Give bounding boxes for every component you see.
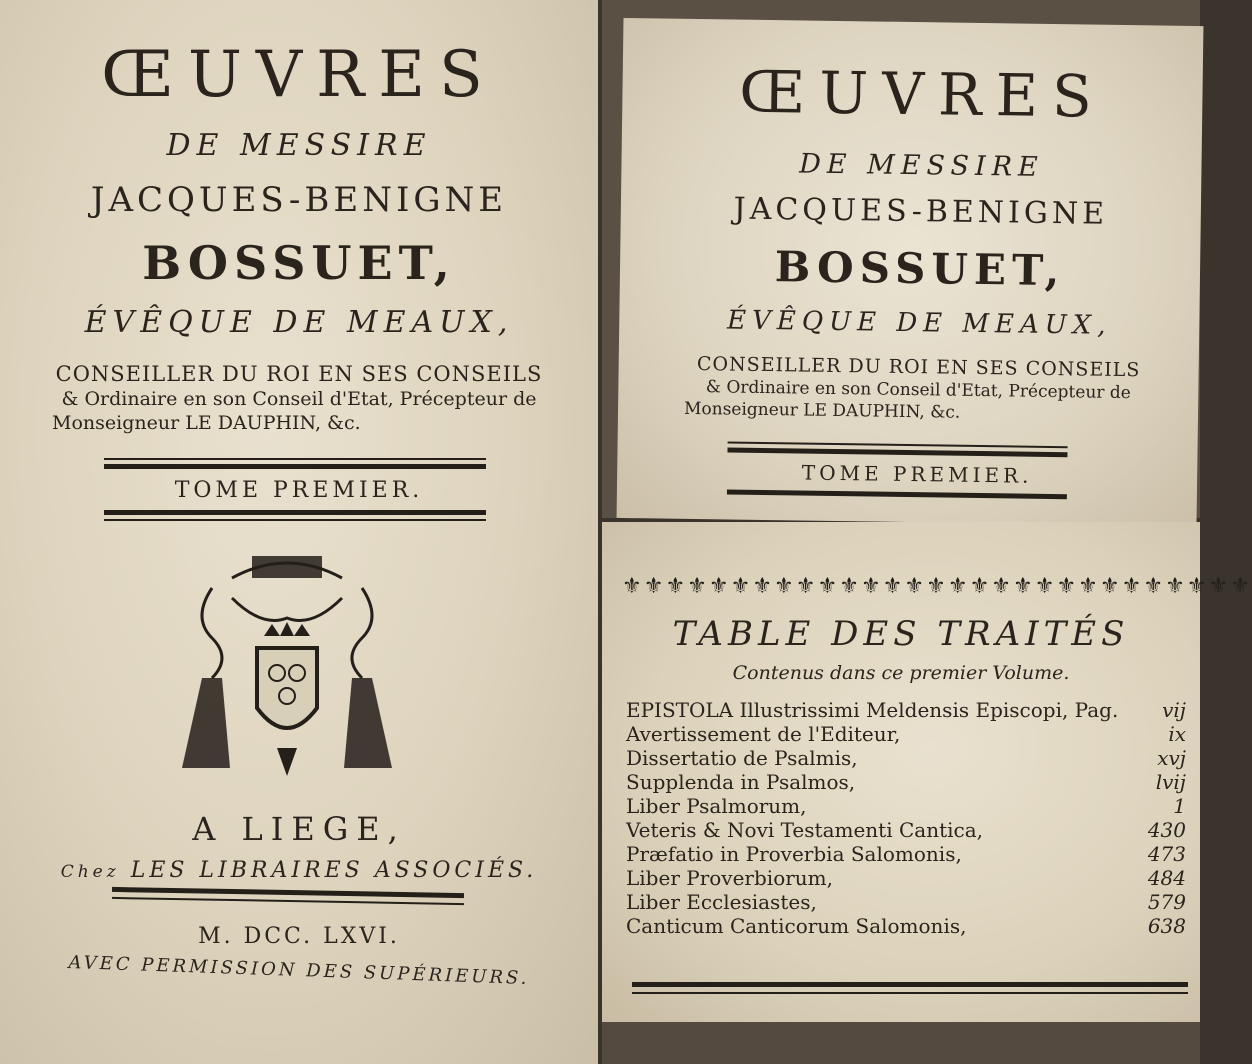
city-line: A LIEGE,: [192, 810, 406, 848]
toc-entry-page: xvj: [1157, 746, 1186, 770]
title-oeuvres: ŒUVRES: [101, 38, 497, 112]
toc-row: [626, 842, 1186, 866]
toc-row: [626, 914, 1186, 938]
toc-entry-title: Liber Ecclesiastes,: [626, 890, 817, 914]
line-author-surname: BOSSUET,: [774, 242, 1066, 296]
line-dauphin: Monseigneur LE DAUPHIN, &c.: [683, 398, 961, 423]
rule-top-thick: [104, 464, 486, 469]
volume-label: TOME PREMIER.: [801, 460, 1033, 488]
toc-row: [626, 794, 1186, 818]
toc-entry-page: 430: [1147, 818, 1186, 842]
line-bishop-title: ÉVÊQUE DE MEAUX,: [726, 305, 1112, 341]
title-page-right-photo: [602, 0, 1200, 518]
toc-row: [626, 746, 1186, 770]
line-bishop-title: ÉVÊQUE DE MEAUX,: [84, 305, 514, 340]
toc-entry-page: 638: [1147, 914, 1186, 938]
line-author-names: JACQUES-BENIGNE: [90, 180, 508, 220]
toc-entry-title: Supplenda in Psalmos,: [626, 770, 856, 794]
line-de-messire: DE MESSIRE: [799, 148, 1044, 183]
toc-row: [626, 890, 1186, 914]
title-page-left-photo: [0, 0, 598, 1064]
toc-entry-title: Liber Psalmorum,: [626, 794, 807, 818]
rule-bottom-thick: [727, 489, 1067, 499]
imprint-year: M. DCC. LXVI.: [198, 924, 400, 949]
toc-row: [626, 698, 1186, 722]
publisher-prefix: Chez: [60, 862, 120, 882]
line-author-surname: BOSSUET,: [142, 236, 456, 290]
toc-entry-title: Avertissement de l'Editeur,: [626, 722, 901, 746]
toc-sheet: [602, 522, 1252, 1022]
rule-bottom-thin: [104, 519, 486, 521]
line-ordinaire: & Ordinaire en son Conseil d'Etat, Précepteur de: [705, 377, 1131, 404]
rule-toc-thick: [632, 982, 1188, 987]
toc-entry-title: Dissertatio de Psalmis,: [626, 746, 858, 770]
toc-entry-page: vij: [1162, 698, 1186, 722]
rule-top-thin: [104, 458, 486, 460]
toc-entry-page: 484: [1147, 866, 1186, 890]
toc-entry-page: lvij: [1155, 770, 1186, 794]
toc-subheading: Contenus dans ce premier Volume.: [732, 662, 1070, 684]
toc-entry-page: 473: [1147, 842, 1186, 866]
publisher-name: LES LIBRAIRES ASSOCIÉS.: [130, 858, 538, 883]
toc-row: [626, 818, 1186, 842]
line-dauphin: Monseigneur LE DAUPHIN, &c.: [52, 412, 361, 434]
rule-publisher-thin: [112, 897, 464, 905]
title-page-sheet: [617, 18, 1204, 526]
toc-entry-title: Veteris & Novi Testamenti Cantica,: [626, 818, 983, 842]
rule-bottom-thick: [104, 510, 486, 515]
toc-row: [626, 866, 1186, 890]
line-councillor: CONSEILLER DU ROI EN SES CONSEILS: [696, 353, 1141, 382]
line-de-messire: DE MESSIRE: [166, 128, 432, 163]
publisher-line: [0, 858, 598, 883]
title-oeuvres: ŒUVRES: [738, 57, 1107, 131]
volume-label: TOME PREMIER.: [174, 478, 424, 503]
toc-entry-page: 1: [1173, 794, 1186, 818]
toc-entry-title: Præfatio in Proverbia Salomonis,: [626, 842, 962, 866]
line-ordinaire: & Ordinaire en son Conseil d'Etat, Précepteur de: [61, 388, 537, 410]
rule-toc-thin: [632, 992, 1188, 994]
toc-row: [626, 722, 1186, 746]
toc-entry-title: Canticum Canticorum Salomonis,: [626, 914, 967, 938]
rule-publisher-thick: [112, 887, 464, 898]
toc-entry-title: EPISTOLA Illustrissimi Meldensis Episcopi, Pag.: [626, 698, 1119, 722]
toc-heading: TABLE DES TRAITÉS: [672, 614, 1130, 654]
table-of-contents-photo: [602, 522, 1252, 1064]
coat-of-arms-emblem: [172, 548, 402, 784]
toc-row: [626, 770, 1186, 794]
toc-entry-page: 579: [1147, 890, 1186, 914]
fleuron-border: ⚜⚜⚜⚜⚜⚜⚜⚜⚜⚜⚜⚜⚜⚜⚜⚜⚜⚜⚜⚜⚜⚜⚜⚜⚜⚜⚜⚜⚜: [622, 574, 1252, 599]
toc-entry-page: ix: [1168, 722, 1186, 746]
line-councillor: CONSEILLER DU ROI EN SES CONSEILS: [55, 362, 543, 386]
rule-top-thick: [727, 447, 1067, 457]
toc-entry-title: Liber Proverbiorum,: [626, 866, 833, 890]
permission-line: AVEC PERMISSION DES SUPÉRIEURS.: [68, 951, 530, 990]
line-author-names: JACQUES-BENIGNE: [733, 191, 1109, 232]
